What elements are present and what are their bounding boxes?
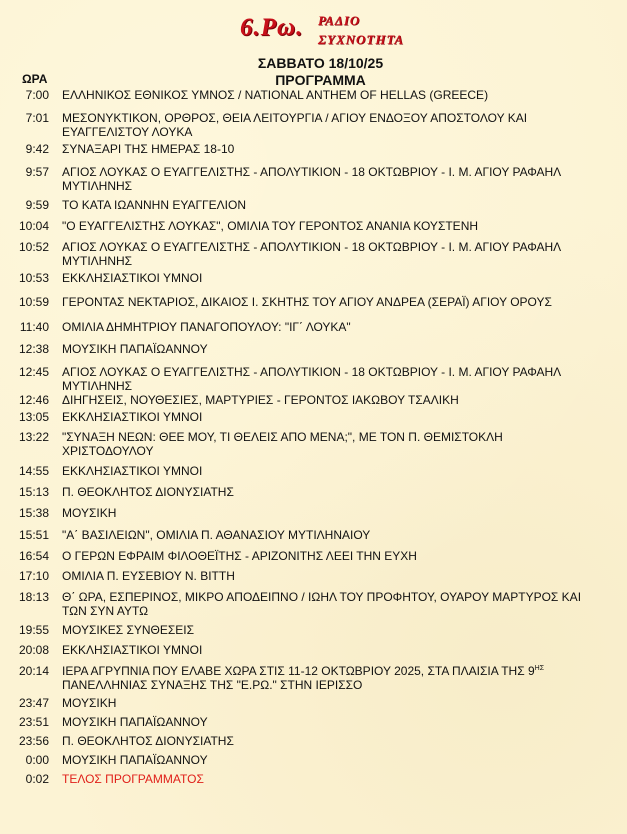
schedule-time: 16:54 — [18, 549, 49, 563]
schedule-time: 9:57 — [25, 165, 49, 179]
schedule-title: ΕΚΚΛΗΣΙΑΣΤΙΚΟΙ ΥΜΝΟΙ — [62, 271, 203, 285]
schedule-title: Π. ΘΕΟΚΛΗΤΟΣ ΔΙΟΝΥΣΙΑΤΗΣ — [62, 734, 234, 748]
schedule-title: ΜΟΥΣΙΚΗ ΠΑΠΑΪΩΑΝΝΟΥ — [62, 342, 208, 356]
schedule-time: 11:40 — [19, 320, 49, 334]
schedule-title: ΕΚΚΛΗΣΙΑΣΤΙΚΟΙ ΥΜΝΟΙ — [62, 643, 203, 657]
station-logo: 6.Ρω. — [240, 14, 304, 41]
schedule-title: ΜΟΥΣΙΚΗ — [62, 506, 117, 520]
schedule-time: 23:56 — [18, 734, 49, 748]
schedule-row — [0, 295, 627, 309]
schedule-row — [0, 485, 627, 499]
schedule-time: 13:05 — [18, 410, 49, 424]
schedule-row — [0, 715, 627, 729]
schedule-time: 19:55 — [18, 623, 49, 637]
schedule-time: 12:45 — [18, 365, 49, 379]
schedule-time: 7:01 — [25, 111, 49, 125]
schedule-time: 9:59 — [25, 198, 49, 212]
schedule-time: 9:42 — [25, 142, 49, 156]
schedule-row — [0, 271, 627, 285]
schedule-row — [0, 734, 627, 748]
schedule-list — [0, 88, 627, 786]
schedule-title: ΓΕΡΟΝΤΑΣ ΝΕΚΤΑΡΙΟΣ, ΔΙΚΑΙΟΣ Ι. ΣΚΗΤΗΣ ΤΟΥ ΑΓΙΟΥ ΑΝΔΡΕΑ (ΣΕΡΑΪ) ΑΓΙΟΥ ΟΡΟΥΣ — [62, 295, 552, 309]
schedule-time: 0:02 — [25, 772, 49, 786]
schedule-time: 10:04 — [18, 219, 49, 233]
schedule-time: 15:51 — [18, 528, 49, 542]
schedule-title: ΤΟ ΚΑΤΑ ΙΩΑΝΝΗΝ ΕΥΑΓΓΕΛΙΟΝ — [62, 198, 247, 212]
schedule-time: 12:46 — [18, 393, 49, 407]
schedule-row — [0, 549, 627, 563]
schedule-row — [0, 753, 627, 767]
station-logo-line1: ΡΑΔΙΟ — [318, 13, 361, 28]
schedule-title: ΜΟΥΣΙΚΗ ΠΑΠΑΪΩΑΝΝΟΥ — [62, 715, 208, 729]
schedule-row — [0, 772, 627, 786]
schedule-time: 15:13 — [18, 485, 49, 499]
schedule-time: 10:53 — [18, 271, 49, 285]
schedule-title: Θ΄ ΩΡΑ, ΕΣΠΕΡΙΝΟΣ, ΜΙΚΡΟ ΑΠΟΔΕΙΠΝΟ / ΙΩΗΛ ΤΟΥ ΠΡΟΦΗΤΟΥ, ΟΥΑΡΟΥ ΜΑΡΤΥΡΟΣ ΚΑΙ ΤΩΝ ΣΥΝ ΑΥΤΩ — [62, 590, 582, 618]
schedule-title: Ο ΓΕΡΩΝ ΕΦΡΑΙΜ ΦΙΛΟΘΕΪΤΗΣ - ΑΡΙΖΟΝΙΤΗΣ ΛΕΕΙ ΤΗΝ ΕΥΧΗ — [62, 549, 417, 563]
schedule-title: ΟΜΙΛΙΑ ΔΗΜΗΤΡΙΟΥ ΠΑΝΑΓΟΠΟΥΛΟΥ: "ΙΓ΄ ΛΟΥΚΑ" — [62, 320, 351, 334]
schedule-time: 20:08 — [18, 643, 49, 657]
station-logo-line2: ΣΥΧΝΟΤΗΤΑ — [318, 32, 405, 47]
schedule-title: "ΣΥΝΑΞΗ ΝΕΩΝ: ΘΕΕ ΜΟΥ, ΤΙ ΘΕΛΕΙΣ ΑΠΟ ΜΕΝΑ;", ΜΕ ΤΟΝ Π. ΘΕΜΙΣΤΟΚΛΗ ΧΡΙΣΤΟΔΟΥΛΟΥ — [62, 430, 503, 458]
schedule-row — [0, 506, 627, 520]
schedule-row — [0, 696, 627, 710]
schedule-title: ΙΕΡΑ ΑΓΡΥΠΝΙΑ ΠΟΥ ΕΛΑΒΕ ΧΩΡΑ ΣΤΙΣ 11-12 ΟΚΤΩΒΡΙΟΥ 2025, ΣΤΑ ΠΛΑΙΣΙΑ ΤΗΣ $9^{H\Sigma}$ ΠΑΝΕΛΛΗΝΙΑΣ ΣΥΝΑΞΗΣ ΤΗΣ "Ε.ΡΩ." ΣΤΗΝ ΙΕΡΙΣΣΟ — [62, 664, 545, 692]
schedule-title: ΑΓΙΟΣ ΛΟΥΚΑΣ Ο ΕΥΑΓΓΕΛΙΣΤΗΣ - ΑΠΟΛΥΤΙΚΙΟΝ - 18 ΟΚΤΩΒΡΙΟΥ - Ι. Μ. ΑΓΙΟΥ ΡΑΦΑΗΛ ΜΥΤΙΛΗΝΗΣ — [62, 240, 561, 268]
schedule-title: ΑΓΙΟΣ ΛΟΥΚΑΣ Ο ΕΥΑΓΓΕΛΙΣΤΗΣ - ΑΠΟΛΥΤΙΚΙΟΝ - 18 ΟΚΤΩΒΡΙΟΥ - Ι. Μ. ΑΓΙΟΥ ΡΑΦΑΗΛ ΜΥΤΙΛΗΝΗΣ — [62, 165, 561, 193]
schedule-row — [0, 528, 627, 542]
schedule-time: 15:38 — [18, 506, 49, 520]
schedule-title: ΕΚΚΛΗΣΙΑΣΤΙΚΟΙ ΥΜΝΟΙ — [62, 410, 203, 424]
schedule-title: ΜΟΥΣΙΚΕΣ ΣΥΝΘΕΣΕΙΣ — [62, 623, 195, 637]
schedule-row — [0, 410, 627, 424]
page-header — [0, 0, 627, 90]
schedule-title: ΕΚΚΛΗΣΙΑΣΤΙΚΟΙ ΥΜΝΟΙ — [62, 464, 203, 478]
schedule-row — [0, 569, 627, 583]
schedule-row — [0, 393, 627, 407]
schedule-date: ΣΑΒΒΑΤΟ 18/10/25 — [257, 55, 384, 71]
schedule-time: 14:55 — [18, 464, 49, 478]
schedule-row — [0, 365, 627, 393]
schedule-title: ΔΙΗΓΗΣΕΙΣ, ΝΟΥΘΕΣΙΕΣ, ΜΑΡΤΥΡΙΕΣ - ΓΕΡΟΝΤΟΣ ΙΑΚΩΒΟΥ ΤΣΑΛΙΚΗ — [62, 393, 459, 407]
schedule-row — [0, 198, 627, 212]
schedule-title: ΟΜΙΛΙΑ Π. ΕΥΣΕΒΙΟΥ Ν. ΒΙΤΤΗ — [62, 569, 235, 583]
schedule-row — [0, 464, 627, 478]
schedule-title: "Ο ΕΥΑΓΓΕΛΙΣΤΗΣ ΛΟΥΚΑΣ", ΟΜΙΛΙΑ ΤΟΥ ΓΕΡΟΝΤΟΣ ΑΝΑΝΙΑ ΚΟΥΣΤΕΝΗ — [62, 219, 479, 233]
ordinal-superscript: ΗΣ — [534, 665, 545, 672]
schedule-row — [0, 664, 627, 692]
program-title: ΠΡΟΓΡΑΜΜΑ — [275, 72, 366, 88]
schedule-time: 10:59 — [18, 295, 49, 309]
time-column-label: ΩΡΑ — [22, 72, 48, 86]
schedule-time: 23:47 — [18, 696, 49, 710]
schedule-time: 23:51 — [18, 715, 49, 729]
schedule-time: 12:38 — [18, 342, 49, 356]
schedule-title: ΤΕΛΟΣ ΠΡΟΓΡΑΜΜΑΤΟΣ — [62, 772, 204, 786]
schedule-row — [0, 111, 627, 139]
schedule-row — [0, 240, 627, 268]
schedule-row — [0, 165, 627, 193]
schedule-time: 13:22 — [18, 430, 49, 444]
schedule-title: ΜΟΥΣΙΚΗ — [62, 696, 117, 710]
schedule-time: 10:52 — [18, 240, 49, 254]
schedule-title: Π. ΘΕΟΚΛΗΤΟΣ ΔΙΟΝΥΣΙΑΤΗΣ — [62, 485, 234, 499]
schedule-title: ΜΟΥΣΙΚΗ ΠΑΠΑΪΩΑΝΝΟΥ — [62, 753, 208, 767]
schedule-row — [0, 219, 627, 233]
schedule-title: ΣΥΝΑΞΑΡΙ ΤΗΣ ΗΜΕΡΑΣ 18-10 — [62, 142, 235, 156]
schedule-row — [0, 342, 627, 356]
schedule-title: ΜΕΣΟΝΥΚΤΙΚΟΝ, ΟΡΘΡΟΣ, ΘΕΙΑ ΛΕΙΤΟΥΡΓΙΑ / ΑΓΙΟΥ ΕΝΔΟΞΟΥ ΑΠΟΣΤΟΛΟΥ ΚΑΙ ΕΥΑΓΓΕΛΙΣΤΟΥ ΛΟΥΚΑ — [62, 111, 528, 139]
schedule-title: ΕΛΛΗΝΙΚΟΣ ΕΘΝΙΚΟΣ ΥΜΝΟΣ / NATIONAL ANTHEM OF HELLAS (GREECE) — [62, 88, 489, 102]
schedule-time: 18:13 — [18, 590, 49, 604]
schedule-time: 0:00 — [25, 753, 49, 767]
schedule-row — [0, 623, 627, 637]
schedule-row — [0, 430, 627, 458]
schedule-time: 7:00 — [25, 88, 49, 102]
schedule-time: 17:10 — [18, 569, 49, 583]
schedule-title: "Α΄ ΒΑΣΙΛΕΙΩΝ", ΟΜΙΛΙΑ Π. ΑΘΑΝΑΣΙΟΥ ΜΥΤΙΛΗΝΑΙΟΥ — [62, 528, 371, 542]
schedule-row — [0, 142, 627, 156]
schedule-row — [0, 88, 627, 102]
schedule-row — [0, 590, 627, 618]
schedule-row — [0, 643, 627, 657]
schedule-time: 20:14 — [18, 664, 49, 678]
schedule-row — [0, 320, 627, 334]
schedule-title: ΑΓΙΟΣ ΛΟΥΚΑΣ Ο ΕΥΑΓΓΕΛΙΣΤΗΣ - ΑΠΟΛΥΤΙΚΙΟΝ - 18 ΟΚΤΩΒΡΙΟΥ - Ι. Μ. ΑΓΙΟΥ ΡΑΦΑΗΛ ΜΥΤΙΛΗΝΗΣ — [62, 365, 561, 393]
